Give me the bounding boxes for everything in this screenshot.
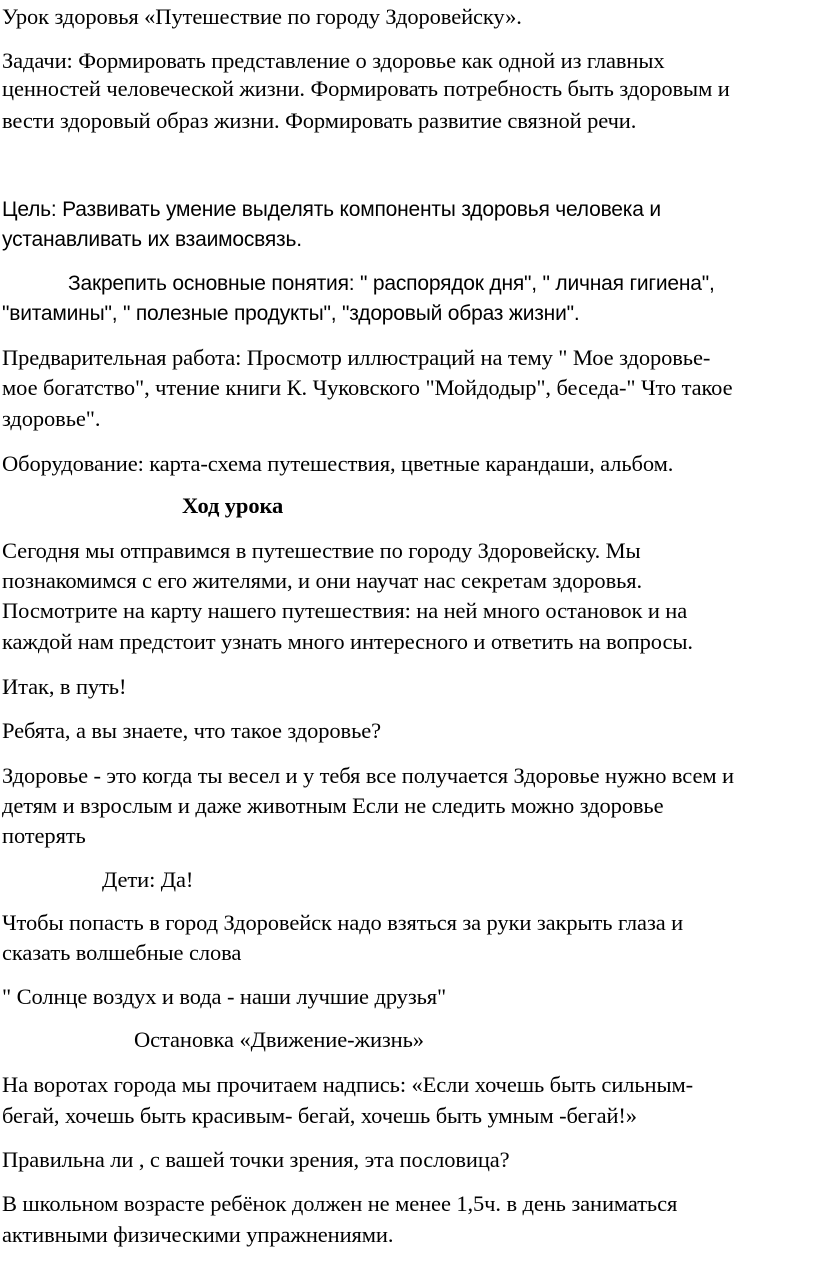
equipment-line: Оборудование: карта-схема путешествия, цветные карандаши, альбом.: [2, 451, 674, 476]
consolidate-line-2: "витамины", " полезные продукты", "здоровый образ жизни".: [2, 302, 580, 325]
health-line-1: Здоровье - это когда ты весел и у тебя все получается Здоровье нужно всем и: [2, 763, 734, 788]
go-line: Итак, в путь!: [2, 674, 127, 699]
tasks-line-1: Задачи: Формировать представление о здоровье как одной из главных: [2, 48, 665, 73]
children-answer: Дети: Да!: [102, 867, 194, 892]
health-line-2: детям и взрослым и даже животным Если не следить можно здоровье: [2, 793, 664, 818]
gate-line-1: На воротах города мы прочитаем надпись: «Если хочешь быть сильным-: [2, 1072, 694, 1097]
school-age-line-1: В школьном возрасте ребёнок должен не менее 1,5ч. в день заниматься: [2, 1191, 678, 1216]
gate-line-2: бегай, хочешь быть красивым- бегай, хочешь быть умным -бегай!»: [2, 1103, 637, 1128]
proverb-question: Правильна ли , с вашей точки зрения, эта пословица?: [2, 1147, 510, 1172]
document-title: Урок здоровья «Путешествие по городу Здоровейску».: [2, 4, 522, 29]
lesson-heading: Ход урока: [182, 493, 284, 518]
consolidate-line-1: Закрепить основные понятия: " распорядок дня", " личная гигиена",: [68, 272, 715, 295]
stop-title: Остановка «Движение-жизнь»: [134, 1027, 424, 1052]
intro-line-2: познакомимся с его жителями, и они научат нас секретам здоровья.: [2, 568, 643, 593]
instruction-line-1: Чтобы попасть в город Здоровейск надо взяться за руки закрыть глаза и: [2, 910, 684, 935]
question-line: Ребята, а вы знаете, что такое здоровье?: [2, 718, 382, 743]
preliminary-line-1: Предварительная работа: Просмотр иллюстраций на тему " Мое здоровье-: [2, 345, 711, 370]
intro-line-4: каждой нам предстоит узнать много интересного и ответить на вопросы.: [2, 629, 693, 654]
health-line-3: потерять: [2, 823, 86, 848]
magic-words: " Солнце воздух и вода - наши лучшие друзья": [2, 984, 447, 1009]
intro-line-3: Посмотрите на карту нашего путешествия: на ней много остановок и на: [2, 598, 688, 623]
preliminary-line-2: мое богатство", чтение книги К. Чуковского "Мойдодыр", беседа-" Что такое: [2, 375, 733, 400]
goal-line-2: устанавливать их взаимосвязь.: [2, 228, 302, 251]
goal-line-1: Цель: Развивать умение выделять компоненты здоровья человека и: [2, 198, 661, 221]
intro-line-1: Сегодня мы отправимся в путешествие по городу Здоровейску. Мы: [2, 538, 641, 563]
preliminary-line-3: здоровье".: [2, 406, 101, 431]
instruction-line-2: сказать волшебные слова: [2, 940, 242, 965]
tasks-line-2: ценностей человеческой жизни. Формировать потребность быть здоровым и: [2, 76, 730, 101]
school-age-line-2: активными физическими упражнениями.: [2, 1222, 394, 1247]
tasks-line-3: вести здоровый образ жизни. Формировать развитие связной речи.: [2, 108, 637, 133]
